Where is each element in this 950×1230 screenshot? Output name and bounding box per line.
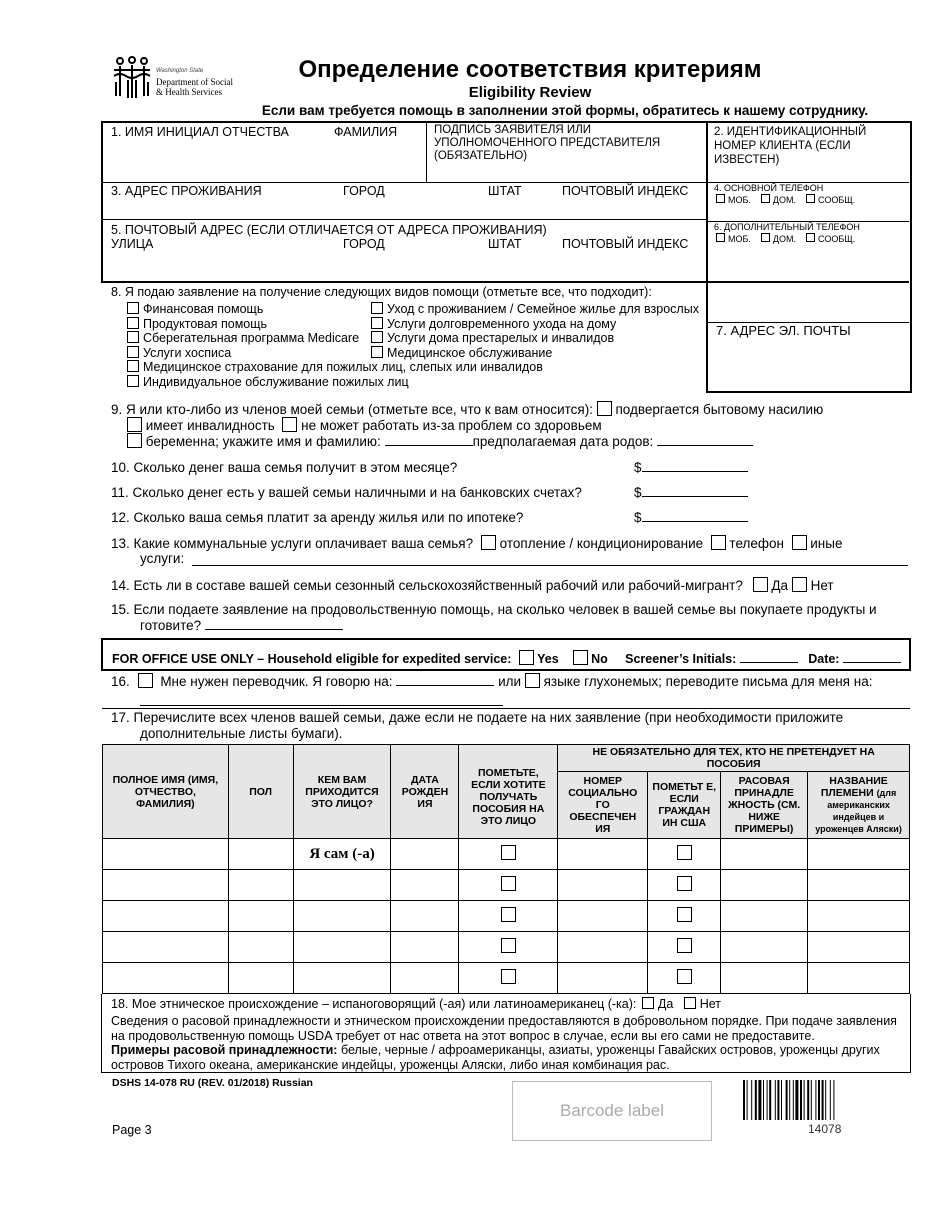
mobile-label: МОБ. — [728, 195, 751, 205]
table-row — [103, 839, 910, 870]
q8-option[interactable]: Продуктовая помощь — [127, 317, 543, 332]
q14-line — [111, 577, 834, 593]
field-street[interactable]: УЛИЦА — [111, 237, 154, 251]
q8-label: 8. Я подаю заявление на получение следующих видов помощи (отметьте все, что подходит): — [111, 285, 652, 299]
q15-line1: 15. Если подаете заявление на продовольственную помощь, на сколько человек в вашей семье вы покупаете продукты и — [111, 602, 877, 617]
page-title: Определение соответствия критериям — [298, 56, 762, 83]
other-checkbox[interactable] — [792, 535, 807, 550]
form-id: DSHS 14-078 RU (REV. 01/2018) Russian — [112, 1077, 313, 1089]
q9-text: 9. Я или кто-либо из членов моей семьи (отметьте все, что к вам относится): — [111, 402, 593, 417]
citizen-checkbox[interactable] — [677, 845, 692, 860]
q13-line1 — [111, 535, 842, 551]
alt-message-label: СООБЩ. — [818, 234, 856, 244]
phone-main-options[interactable] — [716, 194, 855, 205]
violence-checkbox[interactable] — [597, 401, 612, 416]
field-client-id[interactable]: 2. ИДЕНТИФИКАЦИОННЫЙ НОМЕР КЛИЕНТА (ЕСЛИ ИЗВЕСТЕН) — [714, 126, 867, 166]
q18-no-label: Нет — [699, 997, 722, 1011]
q14-no-checkbox[interactable] — [792, 577, 807, 592]
col-benefits: ПОМЕТЬТЕ, ЕСЛИ ХОТИТЕ ПОЛУЧАТЬ ПОСОБИЯ НА ЭТО ЛИЦО — [459, 745, 558, 839]
due-date-input[interactable] — [657, 445, 753, 446]
logo-line1: Washington State — [156, 68, 204, 74]
q14-yes-label: Да — [771, 578, 789, 593]
q9-line3 — [127, 433, 753, 449]
field-surname[interactable]: ФАМИЛИЯ — [334, 125, 398, 139]
pregnant-checkbox[interactable] — [127, 433, 142, 448]
office-no-checkbox[interactable] — [573, 650, 588, 665]
col-race: РАСОВАЯ ПРИНАДЛЕ ЖНОСТЬ (СМ. НИЖЕ ПРИМЕРЫ) — [721, 772, 808, 839]
alt-home-label: ДОМ. — [772, 234, 797, 244]
q15-line2 — [140, 618, 343, 633]
col-tribe-note: (для американских индейцев и уроженцев Аляски) — [815, 788, 902, 834]
barcode-number: 14078 — [808, 1122, 842, 1136]
self-label: Я сам (-а) — [293, 839, 391, 870]
q9-line1 — [111, 401, 823, 417]
phone-alt-options[interactable] — [716, 233, 855, 244]
logo-figures-icon — [112, 56, 152, 100]
benefits-checkbox[interactable] — [501, 907, 516, 922]
q8-option[interactable]: Услуги хосписа — [127, 346, 543, 361]
q8-option[interactable]: Медицинское страхование для пожилых лиц, слепых или инвалидов — [127, 360, 543, 375]
disability-checkbox[interactable] — [127, 417, 142, 432]
q18-yes-label: Да — [657, 997, 674, 1011]
q15-input[interactable] — [205, 629, 343, 630]
home-label: ДОМ. — [772, 195, 797, 205]
field-city2[interactable]: ГОРОД — [343, 237, 385, 251]
q11-input[interactable] — [642, 496, 748, 497]
field-city[interactable]: ГОРОД — [343, 184, 385, 198]
benefits-checkbox[interactable] — [501, 845, 516, 860]
q14-text: 14. Есть ли в составе вашей семьи сезонный сельскохозяйственный рабочий или рабочий-мигрант? — [111, 578, 743, 593]
due-date-label: предполагаемая дата родов: — [472, 434, 654, 449]
q8-option[interactable]: Финансовая помощь — [127, 302, 543, 317]
q8-option[interactable]: Уход с проживанием / Семейное жилье для взрослых — [371, 302, 699, 317]
initials-label: Screener’s Initials: — [625, 652, 737, 666]
col-name: ПОЛНОЕ ИМЯ (ИМЯ, ОТЧЕСТВО, ФАМИЛИЯ) — [103, 745, 229, 839]
q8-option[interactable]: Медицинское обслуживание — [371, 346, 699, 361]
q17-line2: дополнительные листы бумаги). — [140, 726, 343, 741]
q13-services: услуги: — [140, 551, 185, 566]
q8-option[interactable]: Индивидуальное обслуживание пожилых лиц — [127, 375, 543, 390]
phone-label: телефон — [729, 536, 784, 551]
home-checkbox[interactable] — [761, 194, 770, 203]
alt-message-checkbox[interactable] — [806, 233, 815, 242]
col-dob: ДАТА РОЖДЕН ИЯ — [391, 745, 459, 839]
logo-line2: Department of Social — [156, 77, 233, 87]
q18-line — [111, 997, 721, 1011]
col-relation: КЕМ ВАМ ПРИХОДИТСЯ ЭТО ЛИЦО? — [293, 745, 391, 839]
initials-input[interactable] — [740, 662, 798, 663]
q11-label: 11. Сколько денег есть у вашей семьи наличными и на банковских счетах? — [111, 485, 582, 500]
q8-option[interactable]: Сберегательная программа Medicare — [127, 331, 543, 346]
q18-info: Сведения о расовой принадлежности и этническом происхождении предоставляются в добровольном порядке. При подаче заявления на продовольственную помощь USDA требует от нас ответа на этот вопрос в случае, если вы его сами не предоставите. — [111, 1014, 897, 1043]
race-examples-label: Примеры расовой принадлежности: — [111, 1043, 338, 1057]
q10-label: 10. Сколько денег ваша семья получит в этом месяце? — [111, 460, 458, 475]
page-number: Page 3 — [112, 1123, 152, 1137]
household-members-table — [102, 744, 910, 994]
field-state[interactable]: ШТАТ — [488, 184, 522, 198]
q15-text: готовите? — [140, 618, 202, 633]
q18-info-block — [111, 1014, 901, 1072]
q16-text: Мне нужен переводчик. Я говорю на: — [160, 674, 393, 689]
alt-mobile-label: МОБ. — [728, 234, 751, 244]
q12-input[interactable] — [642, 521, 748, 522]
message-label: СООБЩ. — [818, 195, 856, 205]
field-phone-main: 4. ОСНОВНОЙ ТЕЛЕФОН — [714, 183, 824, 193]
q9-line2 — [127, 417, 602, 433]
field-address[interactable]: 3. АДРЕС ПРОЖИВАНИЯ — [111, 184, 262, 198]
field-zip[interactable]: ПОЧТОВЫЙ ИНДЕКС — [562, 184, 689, 198]
citizen-checkbox[interactable] — [677, 907, 692, 922]
language-input[interactable] — [396, 685, 494, 686]
alt-mobile-checkbox[interactable] — [716, 233, 725, 242]
letters-language-input[interactable] — [140, 705, 503, 706]
alt-home-checkbox[interactable] — [761, 233, 770, 242]
race-examples — [111, 1043, 901, 1072]
field-phone-alt: 6. ДОПОЛНИТЕЛЬНЫЙ ТЕЛЕФОН — [714, 222, 860, 232]
table-row — [103, 932, 910, 963]
field-zip2[interactable]: ПОЧТОВЫЙ ИНДЕКС — [562, 237, 689, 251]
field-signature[interactable]: ПОДПИСЬ ЗАЯВИТЕЛЯ ИЛИ УПОЛНОМОЧЕННОГО ПРЕДСТАВИТЕЛЯ (ОБЯЗАТЕЛЬНО) — [434, 124, 661, 162]
office-yes-label: Yes — [537, 652, 559, 666]
page-subtitle: Eligibility Review — [468, 84, 592, 101]
table-row — [103, 870, 910, 901]
field-email[interactable]: 7. АДРЕС ЭЛ. ПОЧТЫ — [716, 323, 851, 338]
col-sex: ПОЛ — [228, 745, 293, 839]
q8-right-options — [371, 302, 699, 360]
office-use-label: FOR OFFICE USE ONLY – Household eligible for expedited service: — [112, 652, 512, 666]
field-state2[interactable]: ШТАТ — [488, 237, 522, 251]
q14-yes-checkbox[interactable] — [753, 577, 768, 592]
phone-checkbox[interactable] — [711, 535, 726, 550]
q16-line — [111, 673, 872, 689]
interpreter-checkbox[interactable] — [138, 673, 153, 688]
col-tribe-label: НАЗВАНИЕ ПЛЕМЕНИ — [820, 775, 888, 799]
cannot-work-checkbox[interactable] — [282, 417, 297, 432]
q10-dollar: $ — [634, 460, 748, 475]
benefits-checkbox[interactable] — [501, 938, 516, 953]
q18-text: 18. Мое этническое происхождение – испаноговорящий (-ая) или латиноамериканец (-ка): — [111, 997, 637, 1011]
field-name[interactable]: 1. ИМЯ ИНИЦИАЛ ОТЧЕСТВА — [111, 125, 289, 139]
office-no-label: No — [591, 652, 608, 666]
date-input[interactable] — [843, 662, 901, 663]
q17-line1: 17. Перечислите всех членов вашей семьи, даже если не подаете на них заявление (при необходимости приложите — [111, 710, 844, 725]
q8-option[interactable]: Услуги дома престарелых и инвалидов — [371, 331, 699, 346]
table-row — [103, 901, 910, 932]
violence-label: подвергается бытовому насилию — [615, 402, 824, 417]
q13-services-input[interactable] — [192, 565, 908, 566]
logo-line3: & Health Services — [156, 87, 222, 97]
q13-text: 13. Какие коммунальные услуги оплачивает ваша семья? — [111, 536, 474, 551]
pregnant-label: беременна; укажите имя и фамилию: — [145, 434, 381, 449]
date-label: Date: — [808, 652, 840, 666]
table-row — [103, 963, 910, 994]
q12-label: 12. Сколько ваша семья платит за аренду жилья или по ипотеке? — [111, 510, 524, 525]
citizen-checkbox[interactable] — [677, 969, 692, 984]
citizen-checkbox[interactable] — [677, 938, 692, 953]
citizen-checkbox[interactable] — [677, 876, 692, 891]
barcode-icon — [743, 1080, 911, 1120]
optional-header: НЕ ОБЯЗАТЕЛЬНО ДЛЯ ТЕХ, КТО НЕ ПРЕТЕНДУЕТ НА ПОСОБИЯ — [558, 745, 910, 772]
q16-number: 16. — [111, 674, 130, 689]
q14-no-label: Нет — [810, 578, 834, 593]
col-citizen: ПОМЕТЬТ Е, ЕСЛИ ГРАЖДАН ИН США — [648, 772, 721, 839]
other-label: иные — [810, 536, 843, 551]
benefits-checkbox[interactable] — [501, 876, 516, 891]
q10-input[interactable] — [642, 471, 748, 472]
barcode-label-box: Barcode label — [512, 1081, 712, 1141]
field-mailing-address[interactable]: 5. ПОЧТОВЫЙ АДРЕС (ЕСЛИ ОТЛИЧАЕТСЯ ОТ АДРЕСА ПРОЖИВАНИЯ) — [111, 223, 547, 237]
q16-sign-text: языке глухонемых; переводите письма для меня на: — [543, 674, 873, 689]
heating-checkbox[interactable] — [481, 535, 496, 550]
q18-yes-checkbox[interactable] — [642, 997, 654, 1009]
col-tribe — [808, 772, 910, 839]
q8-option[interactable]: Услуги долговременного ухода на дому — [371, 317, 699, 332]
q11-dollar: $ — [634, 485, 748, 500]
q18-no-checkbox[interactable] — [684, 997, 696, 1009]
sign-language-checkbox[interactable] — [525, 673, 540, 688]
mobile-checkbox[interactable] — [716, 194, 725, 203]
race-examples-text: белые, черные / афроамериканцы, азиаты, уроженцы Гавайских островов, уроженцы других островов Тихого океана, американские индейцы, уроженцы Аляски, либо иная комбинация рас. — [111, 1043, 880, 1072]
col-ssn: НОМЕР СОЦИАЛЬНО ГО ОБЕСПЕЧЕН ИЯ — [558, 772, 648, 839]
message-checkbox[interactable] — [806, 194, 815, 203]
help-text: Если вам требуется помощь в заполнении этой формы, обратитесь к нашему сотруднику. — [261, 103, 869, 118]
disability-label: имеет инвалидность — [145, 418, 275, 433]
cannot-work-label: не может работать из-за проблем со здоровьем — [301, 418, 602, 433]
heating-label: отопление / кондиционирование — [499, 536, 704, 551]
office-yes-checkbox[interactable] — [519, 650, 534, 665]
q16-or: или — [498, 674, 522, 689]
dshs-logo — [112, 56, 242, 102]
office-use-line — [112, 650, 901, 666]
q12-dollar: $ — [634, 510, 748, 525]
pregnant-name-input[interactable] — [385, 445, 473, 446]
benefits-checkbox[interactable] — [501, 969, 516, 984]
